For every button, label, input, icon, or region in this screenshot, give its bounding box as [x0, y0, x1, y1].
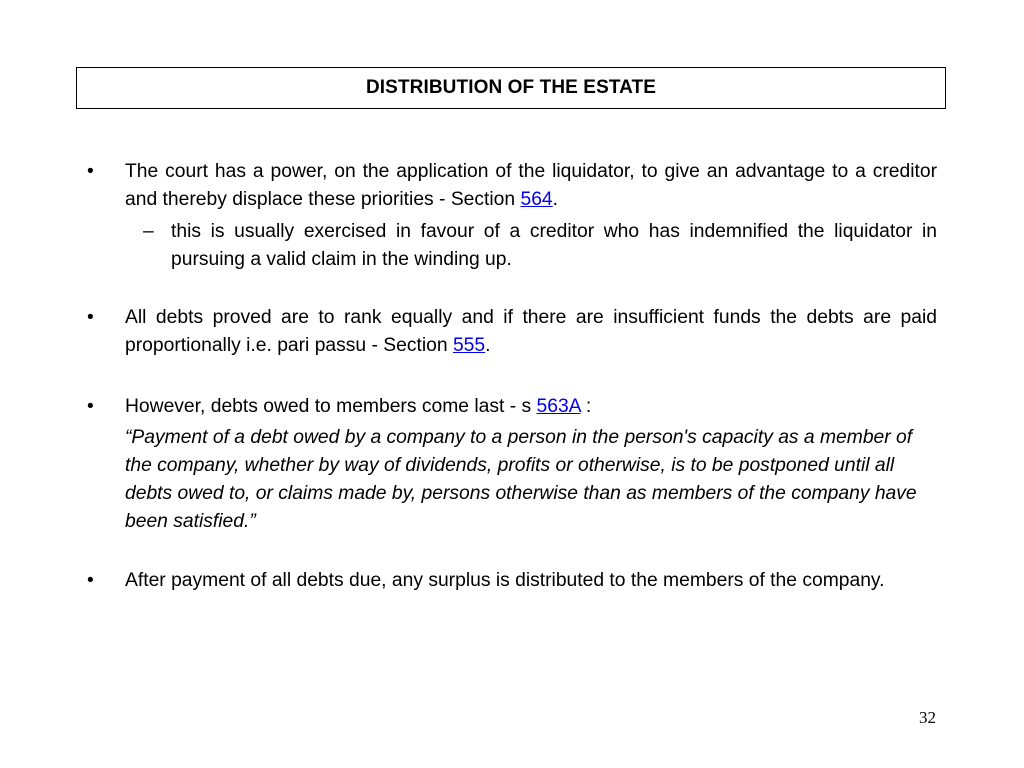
- slide-title: DISTRIBUTION OF THE ESTATE: [365, 77, 657, 98]
- dash-icon: –: [143, 221, 154, 242]
- bullet-text: All debts proved are to rank equally and if there are insufficient funds the debts are paid proportionally i.e. pari passu - Section: [125, 307, 937, 356]
- bullet-text: After payment of all debts due, any surplus is distributed to the members of the company.: [125, 570, 885, 591]
- sub-item-indemnified: [84, 218, 937, 274]
- bullet-icon: •: [87, 161, 94, 182]
- section-564-link[interactable]: 564: [520, 189, 553, 210]
- bullet-icon: •: [87, 396, 94, 417]
- section-555-link[interactable]: 555: [452, 335, 486, 356]
- bullet-icon: •: [87, 307, 94, 328]
- bullet-item-section-564: [84, 158, 937, 214]
- statute-quote: “Payment of a debt owed by a company to a person in the person's capacity as a member of the company, whether by way of dividends, profits or otherwise, is to be postponed until all debts owed to, or claims made by, persons otherwise than as members of the company have been satisfied.”: [125, 427, 917, 532]
- bullet-text-end: .: [485, 335, 491, 356]
- bullet-icon: •: [87, 570, 94, 591]
- bullet-text: The court has a power, on the application of the liquidator, to give an advantage to a creditor and thereby displace these priorities - Section: [125, 161, 937, 210]
- bullet-item-section-555: [84, 304, 937, 360]
- title-box: [76, 67, 946, 109]
- bullet-text-end: .: [552, 189, 559, 210]
- section-563a-link[interactable]: 563A: [536, 396, 581, 417]
- bullet-text-end: :: [580, 396, 592, 417]
- bullet-item-surplus: [84, 567, 937, 595]
- slide-content: [84, 158, 937, 595]
- sub-item-text: this is usually exercised in favour of a creditor who has indemnified the liquidator in pursuing a valid claim in the winding up.: [171, 221, 937, 270]
- page-number: 32: [919, 708, 936, 727]
- bullet-text: However, debts owed to members come last - s: [125, 396, 537, 417]
- bullet-item-section-563a: [84, 393, 937, 421]
